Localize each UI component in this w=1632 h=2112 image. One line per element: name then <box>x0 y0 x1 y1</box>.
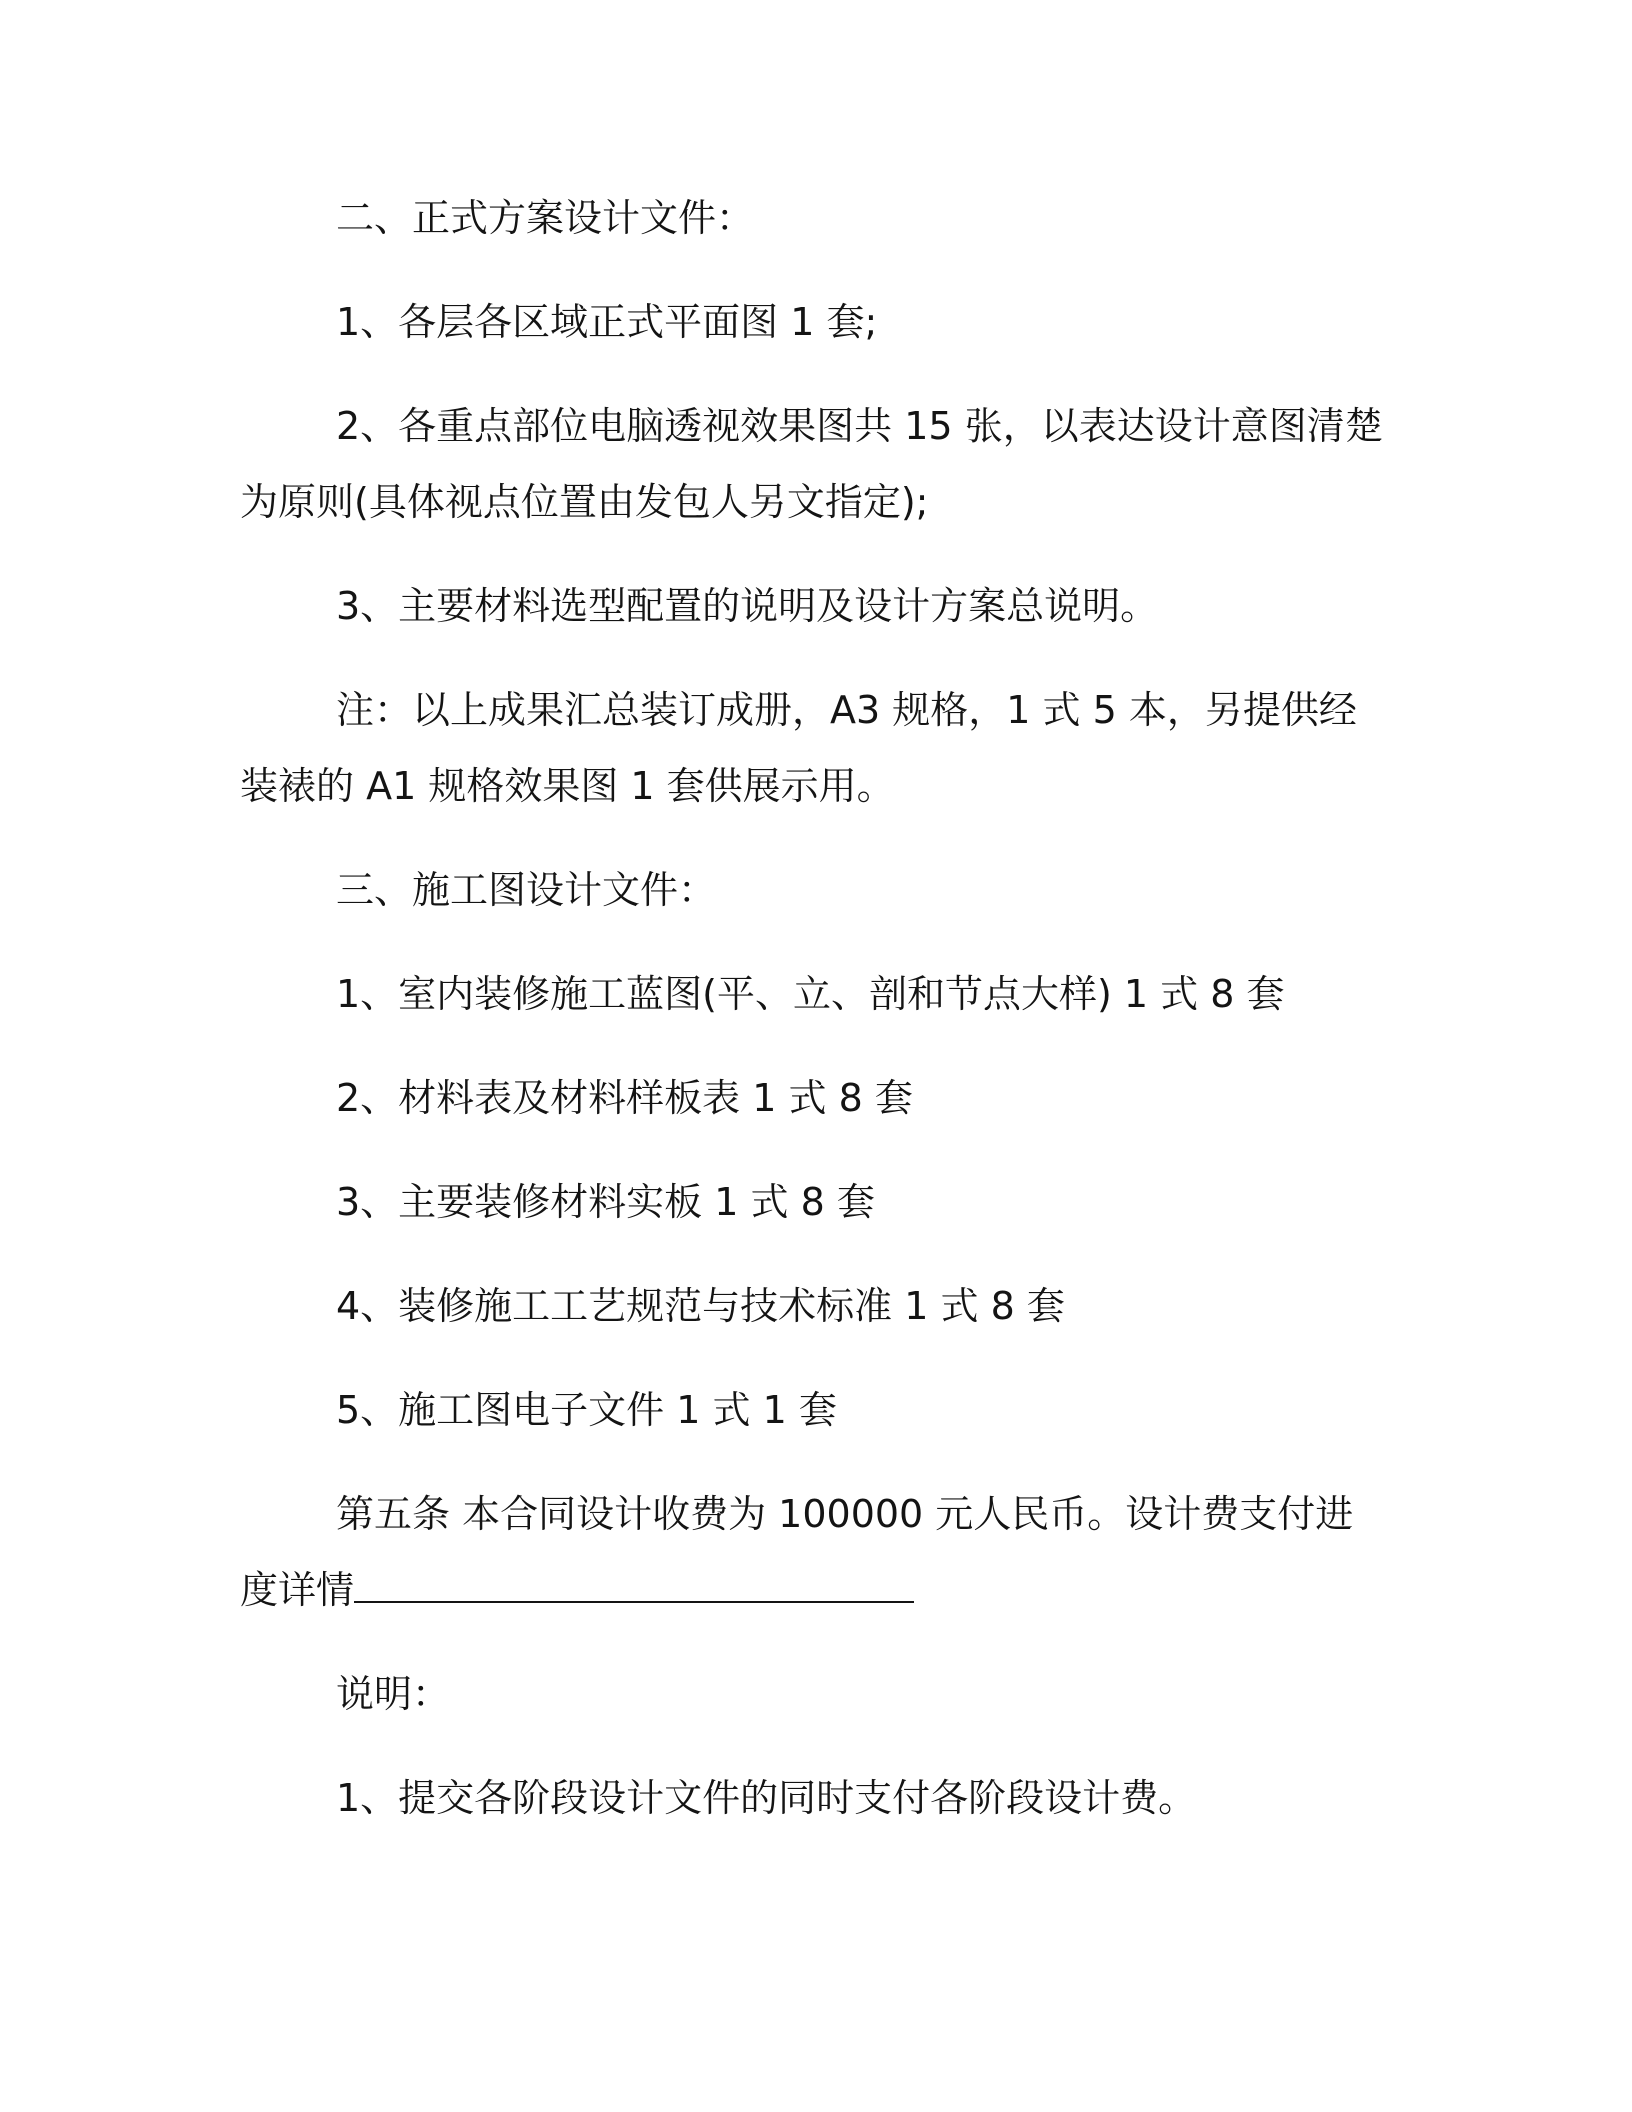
explanation-heading: 说明： <box>336 1672 451 1716</box>
list-item-perspective-renderings: 2、各重点部位电脑透视效果图共 15 张，以表达设计意图清楚为原则(具体视点位置由发包人另文指定); <box>240 404 1383 524</box>
document-body <box>240 180 1390 1864</box>
explanation-item-payment: 1、提交各阶段设计文件的同时支付各阶段设计费。 <box>336 1776 1197 1820</box>
article-five-text: 第五条 本合同设计收费为 100000 元人民币。设计费支付进度详情 <box>240 1492 1354 1612</box>
list-item-floor-plans: 1、各层各区域正式平面图 1 套; <box>336 300 878 344</box>
list-item-technical-standards: 4、装修施工工艺规范与技术标准 1 式 8 套 <box>336 1284 1065 1328</box>
list-item-material-samples: 3、主要装修材料实板 1 式 8 套 <box>336 1180 875 1224</box>
article-five-fee-paragraph <box>240 1476 1390 1628</box>
note-paragraph: 注：以上成果汇总装订成册，A3 规格，1 式 5 本，另提供经装裱的 A1 规格效果图 1 套供展示用。 <box>240 688 1357 808</box>
section-heading-formal-design: 二、正式方案设计文件： <box>336 196 755 240</box>
list-item-materials-description: 3、主要材料选型配置的说明及设计方案总说明。 <box>336 584 1159 628</box>
fill-in-blank-line <box>354 1553 914 1603</box>
section-heading-construction-drawings: 三、施工图设计文件： <box>336 868 717 912</box>
list-item-electronic-files: 5、施工图电子文件 1 式 1 套 <box>336 1388 837 1432</box>
list-item-material-tables: 2、材料表及材料样板表 1 式 8 套 <box>336 1076 913 1120</box>
list-item-blueprints: 1、室内装修施工蓝图(平、立、剖和节点大样) 1 式 8 套 <box>336 972 1285 1016</box>
